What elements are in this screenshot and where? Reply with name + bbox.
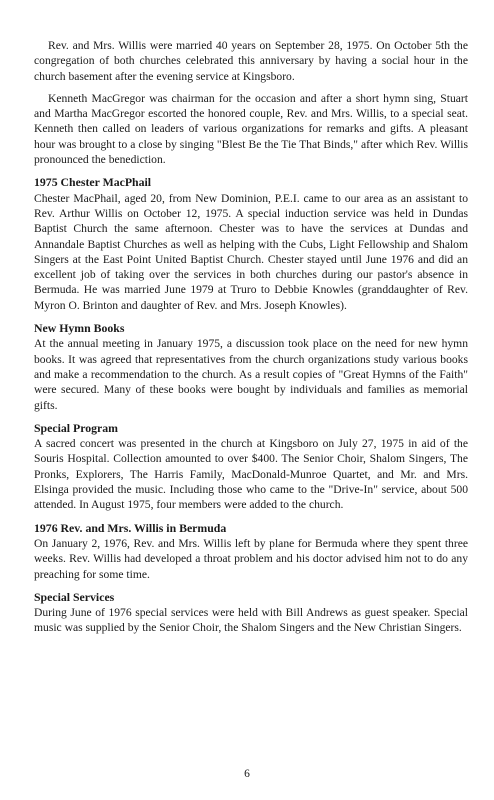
section-heading: Special Services — [34, 589, 115, 604]
section-body: During June of 1976 special services were held with Bill Andrews as guest speaker. Special music was supplied by the Senior Choir, the Shalom Singers and the New Christian Singers. — [34, 606, 468, 635]
section-heading: 1975 Chester MacPhail — [34, 175, 152, 190]
section-heading: 1976 Rev. and Mrs. Willis in Bermuda — [34, 520, 227, 535]
section-body: At the annual meeting in January 1975, a discussion took place on the need for new hymn books. It was agreed that representatives from the church organizations study various books and make a recommendation to the church. As a result copies of "Great Hymns of the Faith" were secured. Many of these books were bought by individuals and families as memorial gifts. — [34, 337, 468, 412]
section-special-program — [34, 421, 468, 513]
section-body: On January 2, 1976, Rev. and Mrs. Willis left by plane for Bermuda where they spent three weeks. Rev. Willis had developed a throat problem and his doctor advised him not to do any preaching for some time. — [34, 536, 468, 581]
section-heading: New Hymn Books — [34, 321, 125, 336]
intro-paragraph-anniversary: Rev. and Mrs. Willis were married 40 years on September 28, 1975. On October 5th the congregation of both churches celebrated this anniversary by having a social hour in the church basement after the evening service at Kingsboro. — [34, 39, 468, 83]
section-body: A sacred concert was presented in the church at Kingsboro on July 27, 1975 in aid of the Souris Hospital. Collection amounted to over $400. The Senior Choir, Shalom Singers, The Pronks, Explorers, The Harris Family, MacDonald-Munroe Quartet, and Mr. and Mrs. Elsinga provided the music. Including those who came to the "Drive-In" service, about 500 attended. In August 1975, four members were added to the church. — [34, 437, 468, 512]
section-body: Chester MacPhail, aged 20, from New Dominion, P.E.I. came to our area as an assistant to Rev. Arthur Willis on October 12, 1975. A special induction service was held in Dundas Baptist Church the same afternoon. Chester was to have the services at Dundas and Annandale Baptist Churches as well as helping with the Cubs, Light Fellowship and Shalom Singers at the East Point United Baptist Church. Chester stayed until June 1976 and did an excellent job of taking over the services in both churches during our pastor's absence in Bermuda. He was married June 1979 at Truro to Debbie Knowles (granddaughter of Rev. Myron O. Brinton and daughter of Rev. and Mrs. Joseph Knowles). — [34, 191, 468, 312]
section-special-services — [34, 590, 468, 636]
page-number: 6 — [244, 768, 250, 780]
section-heading: Special Program — [34, 420, 118, 435]
section-new-hymn-books — [34, 321, 468, 413]
section-willis-bermuda — [34, 521, 468, 582]
section-chester-macphail — [34, 175, 468, 313]
page-content — [34, 38, 468, 636]
intro-paragraph-celebration: Kenneth MacGregor was chairman for the occasion and after a short hymn sing, Stuart and Martha MacGregor escorted the honored couple, Rev. and Mrs. Willis, to a special seat. Kenneth then called on leaders of various organizations for remarks and gifts. A pleasant hour was brought to a close by singing "Blest Be the Tie That Binds," after which Rev. Willis pronounced the benediction. — [34, 91, 468, 167]
